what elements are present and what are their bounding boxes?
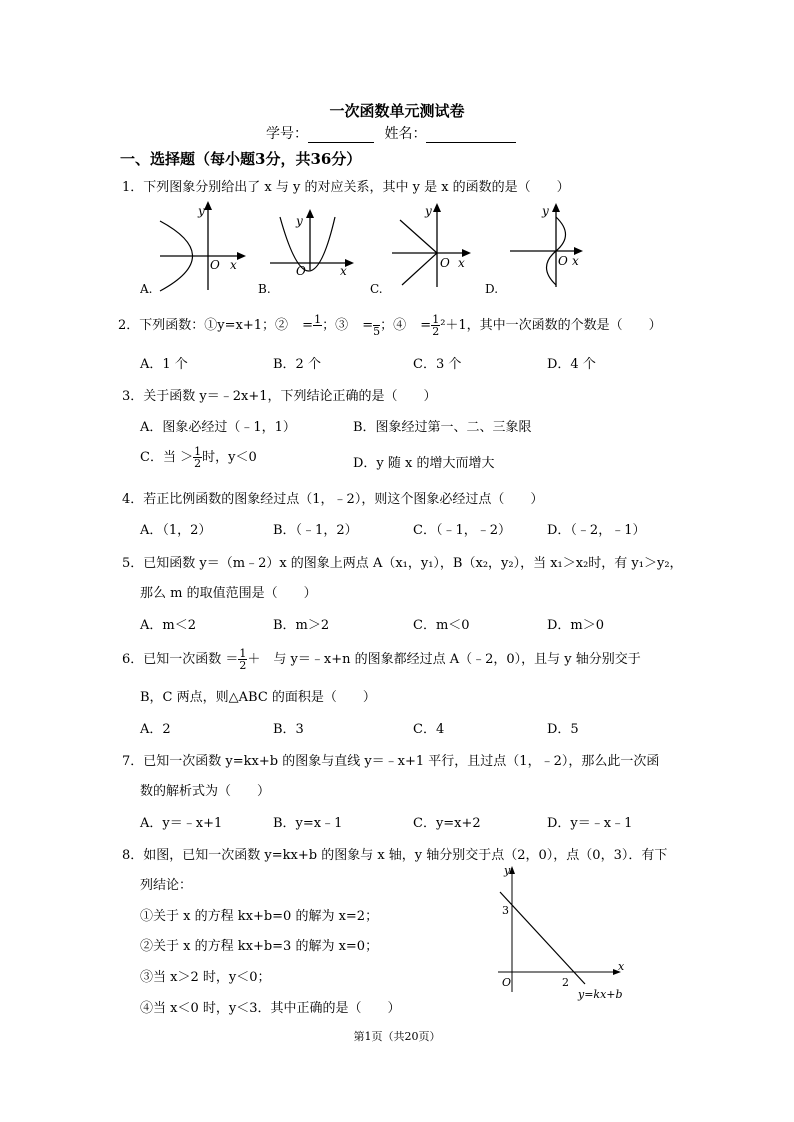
q1-stem: 1．下列图象分别给出了 x 与 y 的对应关系，其中 y 是 x 的函数的是（ ） bbox=[122, 180, 570, 195]
q5-option-c[interactable]: C．m＜0 bbox=[413, 618, 470, 633]
q4-stem: 4．若正比例函数的图象经过点（1，﹣2），则这个图象必经过点（ ） bbox=[122, 492, 544, 507]
page-footer: 第1页（共20页） bbox=[353, 1030, 441, 1043]
q4-option-b[interactable]: B．（﹣1，2） bbox=[273, 523, 358, 538]
q6-stem-line1: 6．已知一次函数 ＝ $\frac{1}{2}$ ＋ 与 y＝﹣x+n 的图象都经过点 A（﹣2，0），且与 y 轴分别交于 bbox=[122, 647, 641, 672]
q2-stem: 2．下列函数：①y=x+1；② = 1 ；③ = 5 ；④ = $\frac{1}{2}$ ²＋1，其中一次函数的个数是（ ） bbox=[118, 313, 662, 338]
q8-stem-line1: 8．如图，已知一次函数 y=kx+b 的图象与 x 轴，y 轴分别交于点（2，0），点（0，3）．有下 bbox=[122, 848, 668, 863]
svg-text:x: x bbox=[458, 256, 465, 270]
svg-text:C.: C. bbox=[370, 282, 383, 296]
svg-text:D.: D. bbox=[485, 282, 499, 296]
graph-b bbox=[258, 209, 354, 296]
svg-text:y: y bbox=[425, 204, 432, 218]
q7-option-d[interactable]: D．y＝﹣x﹣1 bbox=[547, 816, 633, 831]
q7-stem-line2: 数的解析式为（ ） bbox=[140, 784, 271, 799]
line-label: y=kx+b bbox=[578, 988, 623, 1001]
q6-option-b[interactable]: B．3 bbox=[273, 722, 304, 737]
svg-text:B.: B. bbox=[258, 282, 271, 296]
q3-stem: 3．关于函数 y＝﹣2x+1，下列结论正确的是（ ） bbox=[122, 389, 437, 404]
q3-option-a[interactable]: A．图象必经过（﹣1，1） bbox=[140, 420, 296, 435]
svg-text:O: O bbox=[558, 254, 568, 268]
q5-option-b[interactable]: B．m＞2 bbox=[273, 618, 330, 633]
section-heading: 一、选择题（每小题3分，共36分） bbox=[120, 150, 362, 168]
q8-item-1: ①关于 x 的方程 kx+b=0 的解为 x=2； bbox=[140, 909, 379, 924]
svg-text:O: O bbox=[296, 264, 306, 278]
page-title: 一次函数单元测试卷 bbox=[329, 102, 465, 120]
q5-stem-line2: 那么 m 的取值范围是（ ） bbox=[140, 586, 317, 601]
q4-option-d[interactable]: D．（﹣2，﹣1） bbox=[547, 523, 646, 538]
q3-option-b[interactable]: B．图象经过第一、二、三象限 bbox=[353, 420, 532, 435]
q3-option-d[interactable]: D．y 随 x 的增大而增大 bbox=[353, 456, 495, 471]
q1-graphs bbox=[140, 195, 620, 300]
student-info-row bbox=[266, 123, 516, 143]
q4-option-c[interactable]: C．（﹣1，﹣2） bbox=[413, 523, 511, 538]
q8-item-3: ③当 x＞2 时，y＜0； bbox=[140, 970, 271, 985]
fraction: 1 bbox=[314, 313, 322, 326]
name-label: 姓名： bbox=[384, 126, 427, 142]
q8-graph bbox=[490, 862, 630, 1004]
fraction: $\frac{1}{2}$ bbox=[194, 445, 202, 470]
axis-x-label: x bbox=[618, 960, 625, 973]
fraction: $\frac{1}{2}$ bbox=[239, 647, 247, 672]
student-id-label: 学号： bbox=[266, 126, 308, 142]
svg-text:O: O bbox=[440, 256, 450, 270]
x-intercept-label: 2 bbox=[562, 976, 569, 989]
q2-option-a[interactable]: A．1 个 bbox=[140, 357, 188, 372]
graph-a bbox=[140, 201, 246, 296]
fraction: 5 bbox=[373, 314, 380, 337]
svg-text:y: y bbox=[542, 204, 549, 218]
q7-option-b[interactable]: B．y=x﹣1 bbox=[273, 816, 343, 831]
q6-option-a[interactable]: A．2 bbox=[140, 722, 171, 737]
q2-option-d[interactable]: D．4 个 bbox=[547, 357, 596, 372]
q2-option-b[interactable]: B．2 个 bbox=[273, 357, 321, 372]
q8-stem-line2: 列结论： bbox=[140, 878, 193, 893]
origin-label: O bbox=[210, 258, 220, 272]
axis-x-label: x bbox=[230, 258, 237, 272]
svg-text:x: x bbox=[340, 264, 347, 278]
graph-c bbox=[370, 203, 471, 296]
q5-option-a[interactable]: A．m＜2 bbox=[140, 618, 196, 633]
q7-option-c[interactable]: C．y=x+2 bbox=[413, 816, 481, 831]
q5-stem-line1: 5．已知函数 y＝（m﹣2）x 的图象上两点 A（x₁，y₁），B（x₂，y₂），当 x₁＞x₂时，有 y₁＞y₂， bbox=[122, 556, 683, 571]
origin-label: O bbox=[502, 976, 512, 989]
q7-stem-line1: 7．已知一次函数 y=kx+b 的图象与直线 y＝﹣x+1 平行，且过点（1，﹣2），那么此一次函 bbox=[122, 754, 660, 769]
option-label: A. bbox=[140, 282, 153, 296]
fraction: $\frac{1}{2}$ bbox=[432, 313, 440, 338]
y-intercept-label: 3 bbox=[502, 904, 509, 917]
q6-option-c[interactable]: C．4 bbox=[413, 722, 445, 737]
q6-stem-line2: B，C 两点，则△ABC 的面积是（ ） bbox=[140, 690, 376, 705]
q7-option-a[interactable]: A．y＝﹣x+1 bbox=[140, 816, 223, 831]
svg-text:y: y bbox=[296, 214, 303, 228]
q8-item-2: ②关于 x 的方程 kx+b=3 的解为 x=0； bbox=[140, 939, 379, 954]
q4-option-a[interactable]: A．（1，2） bbox=[140, 523, 212, 538]
graph-d bbox=[485, 203, 583, 296]
q8-item-4: ④当 x＜0 时，y＜3．其中正确的是（ ） bbox=[140, 1001, 401, 1016]
q6-option-d[interactable]: D．5 bbox=[547, 722, 579, 737]
axis-y-label: y bbox=[198, 204, 205, 218]
q2-option-c[interactable]: C．3 个 bbox=[413, 357, 462, 372]
q5-option-d[interactable]: D．m＞0 bbox=[547, 618, 605, 633]
q3-option-c[interactable]: C．当 ＞ $\frac{1}{2}$ 时，y＜0 bbox=[140, 445, 257, 470]
student-id-blank[interactable] bbox=[308, 127, 374, 143]
axis-y-label: y bbox=[504, 864, 511, 877]
name-blank[interactable] bbox=[426, 127, 516, 143]
svg-text:x: x bbox=[572, 254, 579, 268]
